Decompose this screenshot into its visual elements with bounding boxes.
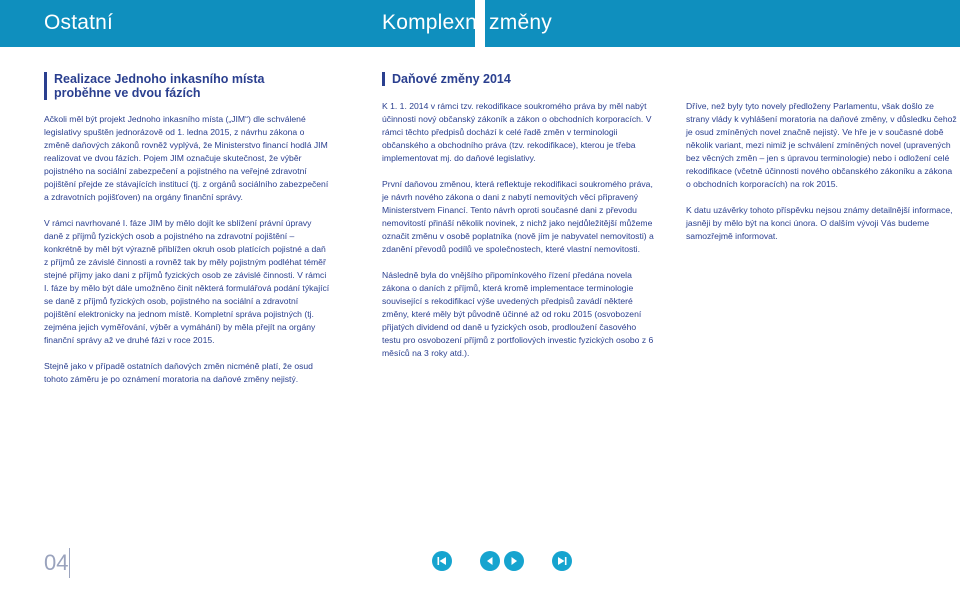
last-page-button[interactable] xyxy=(552,551,572,571)
page-number: 04 xyxy=(44,550,69,575)
first-page-button[interactable] xyxy=(432,551,452,571)
previous-page-icon xyxy=(484,555,496,567)
middle-paragraph: Následně byla do vnějšího připomínkového řízení předána novela zákona o daních z příjmů, která kromě implementace terminologie související s rekodifikací výše uvedených předpisů zavádí některé změny, které měly být původně účinné až od roku 2015 (osvobození přijatých dividend od daně u fyzických osob, prodloužení časového testu pro osvobození příjmů z portfoliových investic fyzických osobo z 6 měsíců na 3 roky atd.). xyxy=(382,270,654,358)
middle-heading-text: Daňové změny 2014 xyxy=(392,72,511,86)
last-page-icon xyxy=(556,555,568,567)
middle-paragraph: První daňovou změnou, která reflektuje rekodifikaci soukromého práva, je návrh nového zákona o dani z nabytí nemovitých věcí připravený Ministerstvem Financí. Tento návrh oproti současné dani z převodu nemovitostí přináší několik novinek, z nichž jako nejdůležitější můžeme označit změnu v osobě poplatníka (nově jím je nabyvatel nemovitosti) a zdanění převodů podílů ve společnostech, které vlastní nemovitosti. xyxy=(382,179,654,254)
middle-paragraph: K 1. 1. 2014 v rámci tzv. rekodifikace soukromého práva by měl nabýt účinnosti nový občanský zákoník a zákon o obchodních korporacích. V rámci těchto předpisů dochází k celé řadě změn v terminologii občanského a obchodního práva (tzv. rekodifikace), kterou je třeba implementovat mj. do daňové legislativy. xyxy=(382,101,652,163)
left-paragraph: Ačkoli měl být projekt Jednoho inkasního místa („JIM“) dle schválené legislativy spuštěn jednorázově od 1. ledna 2015, z návrhu zákona o změně daňových zákonů rovněž vyplývá, že Ministerstvo financí hodlá JIM realizovat ve dvou fázích. Pojem JIM označuje skutečnost, že výběr pojistného na sociální zabezpečení a pojistného na veřejné zdravotní pojištění přejde ze stávajících institucí (tj. z orgánů sociálního zabezpečení a zdravotních pojišťoven) na orgány finanční správy. xyxy=(44,114,329,202)
page-number-divider xyxy=(69,548,70,578)
next-page-icon xyxy=(508,555,520,567)
next-page-button[interactable] xyxy=(504,551,524,571)
middle-column xyxy=(382,100,654,373)
left-heading-text: Realizace Jednoho inkasního místa proběhne ve dvou fázích xyxy=(54,72,265,100)
right-paragraph: K datu uzávěrky tohoto příspěvku nejsou známy detailnější informace, jasněji by mělo být na konci února. O dalším vývoji Vás budeme samozřejmě informovat. xyxy=(686,205,953,241)
previous-page-button[interactable] xyxy=(480,551,500,571)
banner-right xyxy=(382,0,960,47)
left-column xyxy=(44,113,332,399)
banner-left-title: Ostatní xyxy=(44,11,114,34)
left-paragraph: V rámci navrhované I. fáze JIM by mělo dojít ke sblížení právní úpravy daně z příjmů fyzických osob a pojistného na zdravotní pojištění – konkrétně by měl být výrazně přiblížen okruh osob platících pojistné a daň z příjmů ze závislé činnosti a rovněž tak by měly pojistným podléhat téměř stejné příjmy jako dani z příjmů fyzických osob ze závislé činnosti. V rámci I. fáze by mělo být dále umožněno činit některá formulářová podání týkající se daně z příjmů fyzických osob, pojistného na sociální a zdravotní pojištění elektronicky na jednom místě. Kompletní správa pojistných (tj. zejména jejich vyměřování, výběr a vymáhání) by měla přejít na orgány finanční správy až ve druhé fázi v roce 2015. xyxy=(44,218,330,345)
right-paragraph: Dříve, než byly tyto novely předloženy Parlamentu, však došlo ze strany vlády k vyhlášení moratoria na daňové změny, v důsledku čehož je osud zmíněných novel značně nejistý. Ve hře je v současné době několik variant, mezi nimiž je schválení zmíněných novel (upravených bez věcných změn – jen s úpravou terminologie) nebo i odložení celé rekodifikace (včetně účinnosti nového občanského zákoníku a zákona o obchodních korporacích) na rok 2015. xyxy=(686,101,957,189)
first-page-icon xyxy=(436,555,448,567)
left-section-heading xyxy=(44,72,304,100)
middle-section-heading xyxy=(382,72,642,86)
right-column xyxy=(686,100,958,256)
banner-right-title: Komplexní změny xyxy=(382,11,552,34)
left-paragraph: Stejně jako v případě ostatních daňových změn nicméně platí, že osud tohoto záměru je po oznámení moratoria na daňové změny nejistý. xyxy=(44,361,313,384)
